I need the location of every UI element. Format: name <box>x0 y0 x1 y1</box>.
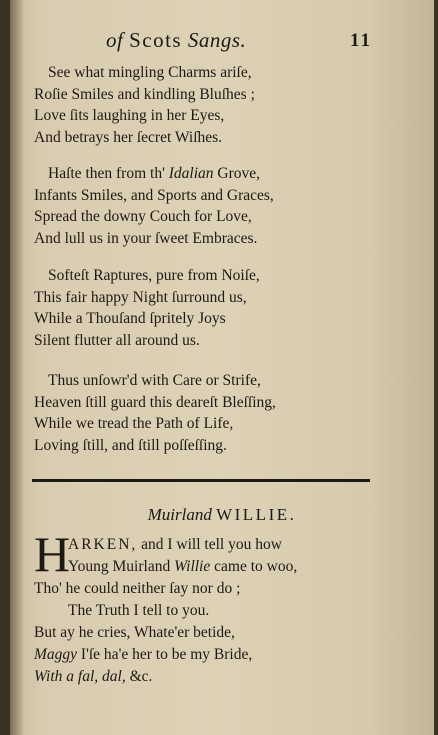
verse-text: Young Muirland <box>68 558 175 575</box>
verse-text: came to woo, <box>210 558 298 575</box>
verse-text: and I will tell you how <box>137 536 282 553</box>
running-head-suffix: Sangs. <box>187 28 247 52</box>
verse-line: Spread the downy Couch for Love, <box>34 208 252 225</box>
stanza-3 <box>34 265 414 351</box>
verse-line: See what mingling Charms ariſe, <box>48 64 252 81</box>
verse-text: Haſte then from th' <box>48 165 165 182</box>
first-word-rest: ARKEN, <box>68 536 138 553</box>
running-head-main: Scots <box>129 28 183 52</box>
refrain-text: With a fal, dal, <box>34 668 126 685</box>
running-head <box>106 28 246 53</box>
verse-line: Softeſt Raptures, pure from Noiſe, <box>48 267 260 284</box>
stanza-4 <box>34 370 414 456</box>
verse-line: Love ſits laughing in her Eyes, <box>34 107 225 124</box>
verse-line: Silent flutter all around us. <box>34 331 200 349</box>
stanza-2 <box>34 163 414 249</box>
verse-line: While a Thouſand ſpritely Joys <box>34 310 226 327</box>
section-divider <box>32 479 370 482</box>
verse-line: Infants Smiles, and Sports and Graces, <box>34 186 274 204</box>
page-number: 11 <box>350 30 372 51</box>
verse-line: While we tread the Path of Life, <box>34 415 234 432</box>
verse-line: And betrays her ſecret Wiſhes. <box>34 128 223 146</box>
song-title-caps: WILLIE. <box>216 505 297 524</box>
verse-place-name: Idalian <box>168 165 214 182</box>
verse-line: But ay he cries, Whate'er betide, <box>34 624 235 641</box>
verse-line <box>34 644 414 666</box>
page-gutter-shadow <box>10 0 24 735</box>
verse-line <box>34 666 414 688</box>
verse-line: Tho' he could neither ſay nor do ; <box>34 580 241 597</box>
verse-line <box>34 163 414 185</box>
book-page <box>10 0 434 735</box>
song-text <box>34 526 414 688</box>
verse-line: The Truth I tell to you. <box>68 602 210 619</box>
song-title-italic: Muirland <box>147 505 212 524</box>
verse-line <box>34 556 414 578</box>
verse-line: Thus unſowr'd with Care or Strife, <box>48 372 261 389</box>
song-title <box>10 505 434 525</box>
verse-line: Heaven ſtill guard this deareſt Bleſſing, <box>34 393 276 411</box>
stanza-1 <box>34 62 414 148</box>
verse-line: And lull us in your ſweet Embraces. <box>34 229 258 247</box>
page-header <box>10 28 434 52</box>
verse-text: &c. <box>125 668 153 685</box>
running-head-prefix: of <box>106 28 124 52</box>
verse-line: Roſie Smiles and kindling Bluſhes ; <box>34 85 255 103</box>
verse-line: Loving ſtill, and ſtill poſſeſſing. <box>34 436 227 454</box>
verse-line: This fair happy Night ſurround us, <box>34 288 247 306</box>
verse-text: I'ſe ha'e her to be my Bride, <box>77 646 253 663</box>
drop-cap: H <box>34 526 71 582</box>
character-name: Willie <box>174 558 211 575</box>
character-name: Maggy <box>34 646 78 663</box>
verse-text: Grove, <box>217 165 261 182</box>
verse-line <box>34 534 414 556</box>
